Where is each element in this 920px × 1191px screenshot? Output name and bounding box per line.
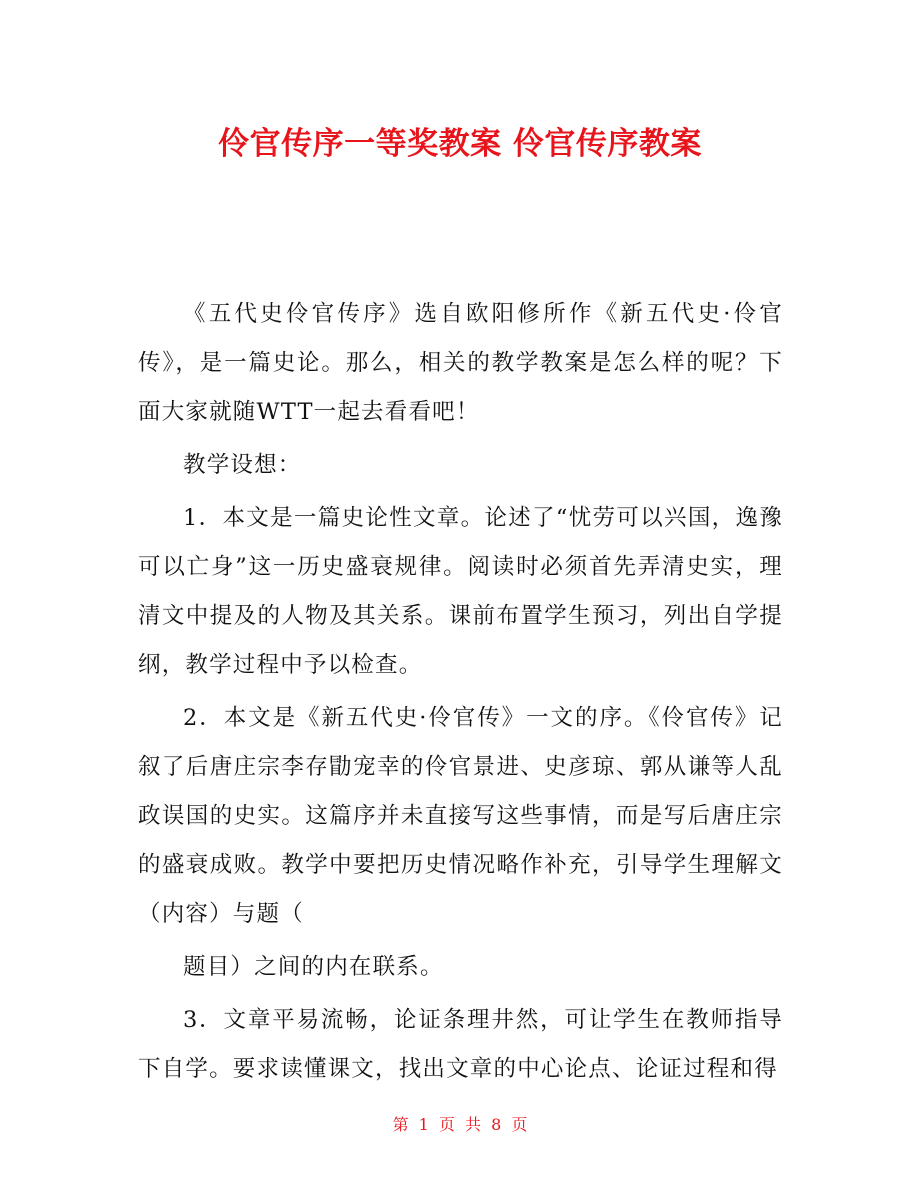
paragraph-teaching-idea-heading: 教学设想：: [183, 452, 302, 478]
document-title: 伶官传序一等奖教案 伶官传序教案: [218, 126, 702, 162]
document-body: [138, 290, 783, 1098]
paragraph-intro: 《五代史伶官传序》选自欧阳修所作《新五代史·伶官传》，是一篇史论。那么，相关的教学教案是怎么样的呢？下面大家就随WTT一起去看看吧！: [138, 301, 783, 425]
paragraph-point-1: 1．本文是一篇史论性文章。论述了“忧劳可以兴国，逸豫可以亡身”这一历史盛衰规律。阅读时必须首先弄清史实，理清文中提及的人物及其关系。课前布置学生预习，列出自学提纲，教学过程中予以检查。: [138, 505, 783, 678]
paragraph-point-3: 3．文章平易流畅，论证条理井然，可让学生在教师指导下自学。要求读懂课文，找出文章的中心论点、论证过程和得: [138, 1007, 783, 1082]
page-number-footer: 第 1 页 共 8 页: [392, 1115, 528, 1134]
paragraph-point-2-continued: 题目）之间的内在联系。: [183, 954, 444, 980]
paragraph-point-2: 2．本文是《新五代史·伶官传》一文的序。《伶官传》记叙了后唐庄宗李存勖宠幸的伶官景进、史彦琼、郭从谦等人乱政误国的史实。这篇序并未直接写这些事情，而是写后唐庄宗的盛衰成败。教学中要把历史情况略作补充，引导学生理解文（内容）与题（: [138, 705, 783, 927]
